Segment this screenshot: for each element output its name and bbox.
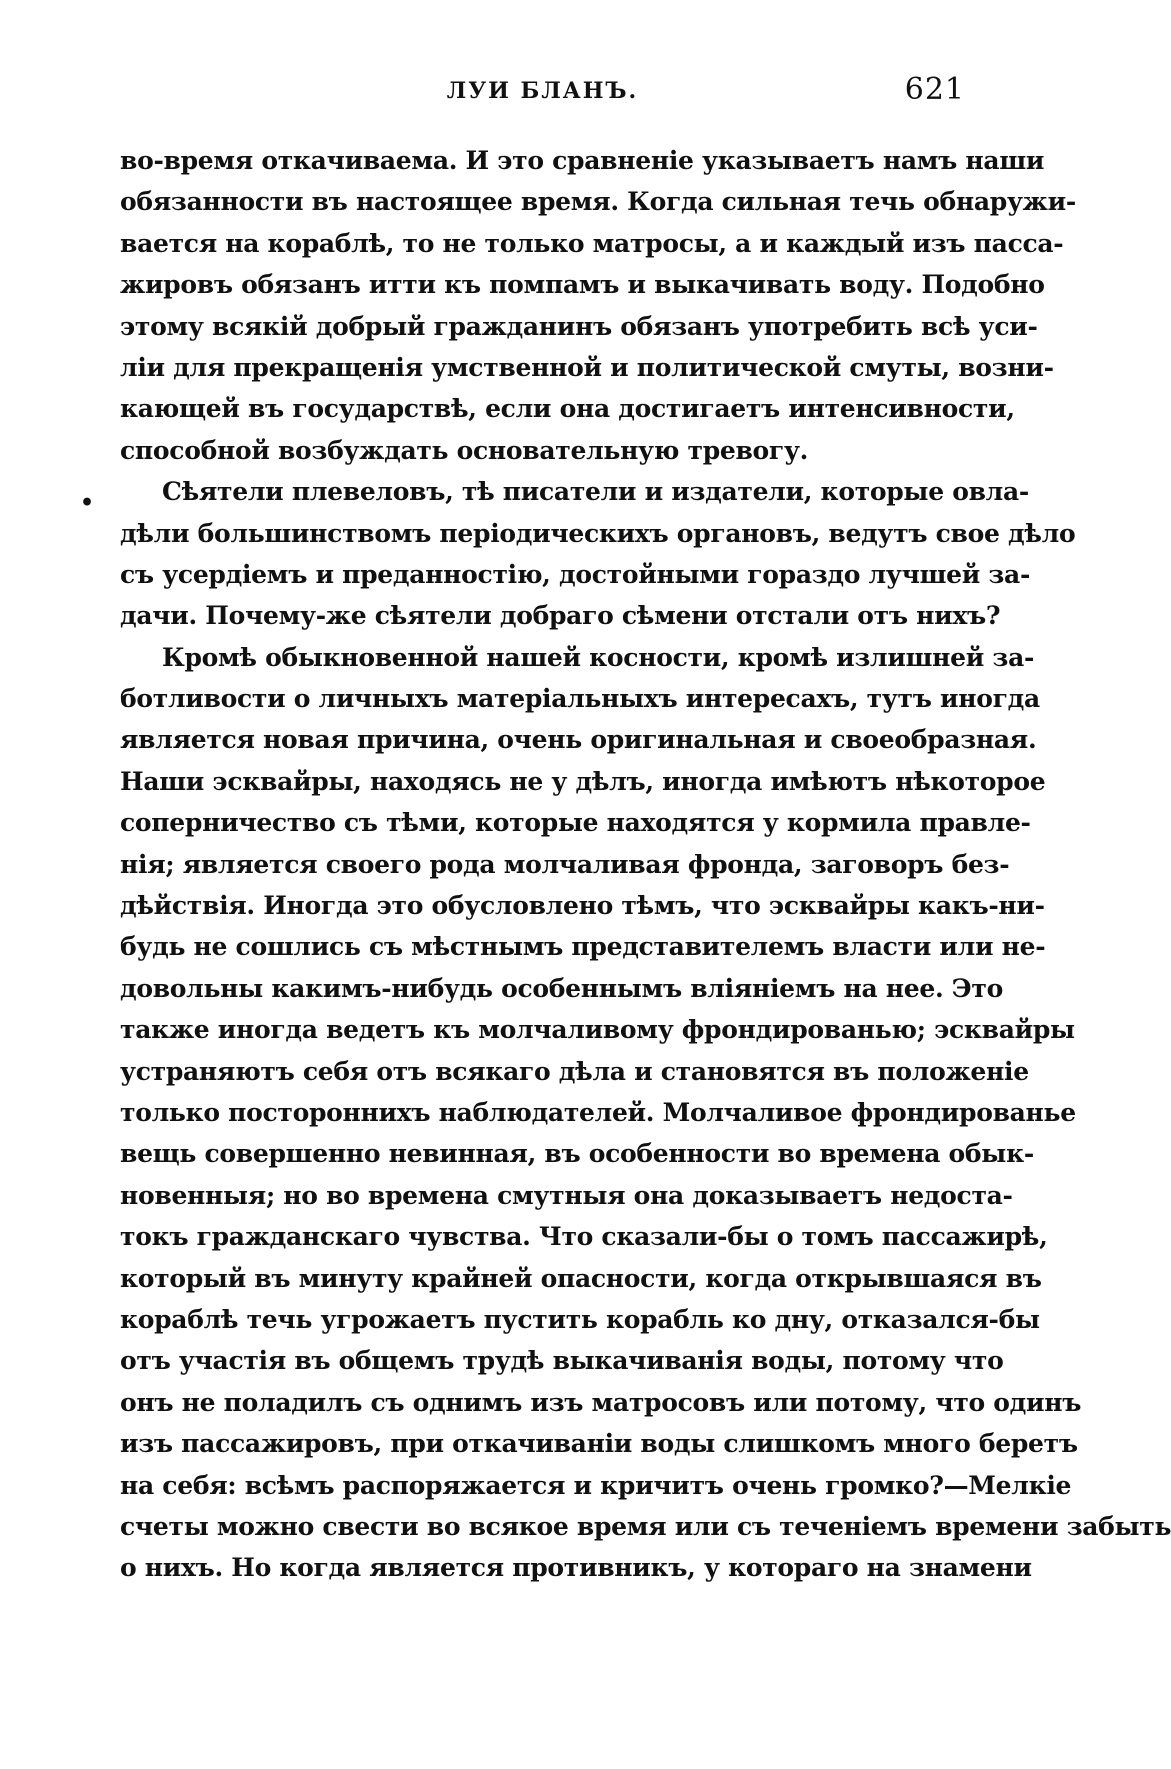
text-line: жировъ обязанъ итти къ помпамъ и выкачивать воду. Подобно	[120, 270, 1045, 300]
text-line: который въ минуту крайней опасности, когда открывшаяся въ	[120, 1263, 1042, 1293]
text-line: изъ пассажировъ, при откачиваніи воды слишкомъ много беретъ	[120, 1429, 1078, 1459]
text-line: соперничество съ тѣми, которые находятся у кормила правле-	[120, 808, 1031, 838]
text-line: токъ гражданскаго чувства. Что сказали-бы о томъ пассажирѣ,	[120, 1222, 1048, 1252]
text-line: дѣли большинствомъ періодическихъ органовъ, ведутъ свое дѣло	[120, 518, 1076, 548]
text-line: ботливости о личныхъ матеріальныхъ интересахъ, тутъ иногда	[120, 684, 1040, 714]
margin-marker: •	[80, 490, 95, 516]
text-line: новенныя; но во времена смутныя она доказываетъ недоста-	[120, 1180, 1013, 1210]
text-line: устраняютъ себя отъ всякаго дѣла и становятся въ положеніе	[120, 1056, 1029, 1086]
text-line: вается на кораблѣ, то не только матросы, а и каждый изъ пасса-	[120, 228, 1064, 258]
paragraph-first-line: Сѣятели плевеловъ, тѣ писатели и издатели, которые овла-	[162, 477, 1029, 507]
text-line: этому всякій добрый гражданинъ обязанъ употребить всѣ уси-	[120, 311, 1038, 341]
text-line: будь не сошлись съ мѣстнымъ представителемъ власти или не-	[120, 932, 1046, 962]
text-line: довольны какимъ-нибудь особеннымъ вліяніемъ на нее. Это	[120, 973, 1003, 1003]
text-line: онъ не поладилъ съ однимъ изъ матросовъ или потому, что одинъ	[120, 1387, 1082, 1417]
text-line: является новая причина, очень оригинальная и своеобразная.	[120, 725, 1037, 755]
text-line: нія; является своего рода молчаливая фронда, заговоръ без-	[120, 849, 1010, 879]
text-line: дачи. Почему-же сѣятели добраго сѣмени отстали отъ нихъ?	[120, 601, 1001, 631]
text-line: только постороннихъ наблюдателей. Молчаливое фрондированье	[120, 1097, 1076, 1127]
paragraph-first-line: Кромѣ обыкновенной нашей косности, кромѣ излишней за-	[162, 642, 1035, 672]
text-line: дѣйствія. Иногда это обусловлено тѣмъ, что эсквайры какъ-ни-	[120, 891, 1045, 921]
text-line: кораблѣ течь угрожаетъ пустить корабль ко дну, отказался-бы	[120, 1304, 1040, 1334]
text-line: отъ участія въ общемъ трудѣ выкачиванія воды, потому что	[120, 1346, 1004, 1376]
text-line: Наши эсквайры, находясь не у дѣлъ, иногда имѣютъ нѣкоторое	[120, 766, 1046, 796]
text-line: кающей въ государствѣ, если она достигаетъ интенсивности,	[120, 394, 1015, 424]
running-head	[120, 72, 965, 118]
body-text	[120, 140, 1171, 1589]
text-line: на себя: всѣмъ распоряжается и кричитъ очень громко?—Мелкіе	[120, 1470, 1072, 1500]
text-line: во-время откачиваема. И это сравненіе указываетъ намъ наши	[120, 146, 1045, 175]
page-number: 621	[904, 72, 965, 107]
text-line: способной возбуждать основательную тревогу.	[120, 435, 809, 465]
text-line: также иногда ведетъ къ молчаливому фрондированью; эсквайры	[120, 1015, 1075, 1045]
text-line: съ усердіемъ и преданностію, достойными гораздо лучшей за-	[120, 559, 1031, 589]
text-line: ліи для прекращенія умственной и политической смуты, возни-	[120, 352, 1054, 382]
text-line: вещь совершенно невинная, въ особенности во времена обык-	[120, 1139, 1034, 1169]
text-line: счеты можно свести во всякое время или съ теченіемъ времени забыть	[120, 1511, 1171, 1541]
running-title: ЛУИ БЛАНЪ.	[446, 78, 639, 104]
text-line: о нихъ. Но когда является противникъ, у котораго на знамени	[120, 1553, 1032, 1583]
text-line: обязанности въ настоящее время. Когда сильная течь обнаружи-	[120, 187, 1076, 217]
